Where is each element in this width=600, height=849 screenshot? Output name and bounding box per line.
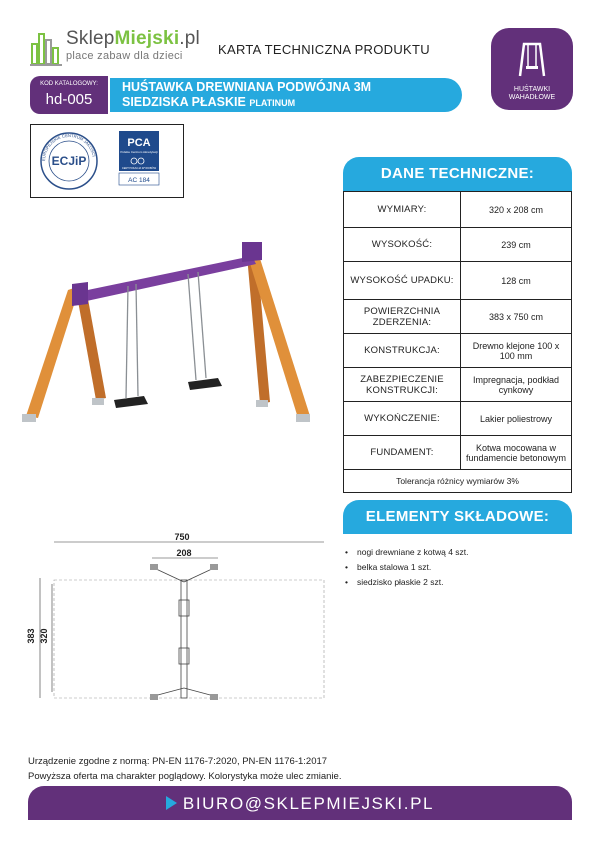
- pca-mark-icon: [119, 131, 159, 185]
- product-name-line1: HUŚTAWKA DREWNIANA PODWÓJNA 3M: [122, 80, 372, 94]
- wood-leg: [26, 286, 80, 418]
- brand-tagline: place zabaw dla dzieci: [66, 50, 183, 62]
- dim-total-width: 750: [174, 532, 190, 542]
- catalog-code: hd-005: [45, 91, 93, 108]
- table-row: [344, 368, 572, 402]
- spec-key: WYSOKOŚĆ UPADKU:: [344, 262, 461, 300]
- pca-cert-text: CERTYFIKACJA WYROBÓW: [121, 167, 157, 170]
- spec-value: Kotwa mocowana w fundamencie betonowym: [461, 436, 572, 470]
- spec-key: WYMIARY:: [344, 192, 461, 228]
- table-row: [344, 402, 572, 436]
- anchor-foot: [296, 414, 310, 422]
- page-title: KARTA TECHNICZNA PRODUKTU: [218, 42, 430, 57]
- frame-plan: [154, 568, 214, 698]
- spec-key: WYKOŃCZENIE:: [344, 402, 461, 436]
- dim-total-depth: 383: [26, 628, 36, 644]
- table-row: [344, 334, 572, 368]
- table-row: [344, 470, 572, 493]
- product-name: [122, 80, 371, 111]
- frame-feet: [150, 564, 218, 700]
- spec-value: Lakier poliestrowy: [461, 402, 572, 436]
- tech-data-table: [343, 191, 572, 493]
- list-item: • siedzisko płaskie 2 szt.: [343, 575, 469, 590]
- ecjip-seal-icon: [41, 133, 97, 189]
- pca-subtitle: Polskie Centrum Akredytacji: [120, 150, 158, 154]
- category-label-2: WAHADŁOWE: [508, 94, 556, 101]
- pca-ac-number: AC 184: [128, 177, 150, 184]
- norm-compliance: Urządzenie zgodne z normą: PN-EN 1176-7:2020, PN-EN 1176-1:2017: [28, 756, 328, 767]
- play-arrow-icon: [166, 796, 177, 810]
- table-row: [344, 228, 572, 262]
- footer-bar: [28, 786, 572, 820]
- anchor-foot: [256, 400, 268, 407]
- dim-frame-width: 208: [176, 548, 192, 558]
- spec-value: Impregnacja, podkład cynkowy: [461, 368, 572, 402]
- spec-value: 383 x 750 cm: [461, 300, 572, 334]
- spec-key: ZABEZPIECZENIE KONSTRUKCJI:: [344, 368, 461, 402]
- steel-beam: [78, 256, 256, 302]
- swing-render: [20, 230, 330, 470]
- spec-key: FUNDAMENT:: [344, 436, 461, 470]
- spec-value: 239 cm: [461, 228, 572, 262]
- spec-key: WYSOKOŚĆ:: [344, 228, 461, 262]
- swing-frame-icon: [512, 40, 552, 80]
- spec-value: 320 x 208 cm: [461, 192, 572, 228]
- brand-name: SklepMiejski.pl: [66, 28, 200, 49]
- beam-joint: [72, 282, 88, 306]
- dim-frame-depth: 320: [39, 628, 49, 644]
- flat-seat: [188, 378, 222, 390]
- contact-email[interactable]: BIURO@SKLEPMIEJSKI.PL: [182, 794, 435, 813]
- catalog-code-box: [30, 76, 108, 114]
- catalog-code-label: KOD KATALOGOWY:: [40, 81, 98, 87]
- elements-list: [343, 545, 469, 590]
- layout-drawing: [22, 528, 332, 718]
- impact-area: [54, 580, 324, 698]
- elements-header: ELEMENTY SKŁADOWE:: [343, 500, 572, 534]
- list-item: • nogi drewniane z kotwą 4 szt.: [343, 545, 469, 560]
- beam-joint: [242, 242, 262, 262]
- sklepmiejski-logo-icon: [30, 28, 66, 68]
- category-badge: [491, 28, 573, 110]
- list-item: • belka stalowa 1 szt.: [343, 560, 469, 575]
- table-row: [344, 300, 572, 334]
- tech-data-header: DANE TECHNICZNE:: [343, 157, 572, 191]
- table-row: [344, 436, 572, 470]
- spec-key: KONSTRUKCJA:: [344, 334, 461, 368]
- spec-value: 128 cm: [461, 262, 572, 300]
- disclaimer: Powyższa oferta ma charakter poglądowy. Kolorystyka może ulec zmianie.: [28, 771, 342, 782]
- spec-value: Drewno klejone 100 x 100 mm: [461, 334, 572, 368]
- table-row: [344, 262, 572, 300]
- tolerance-note: Tolerancja różnicy wymiarów 3%: [344, 470, 572, 493]
- anchor-foot: [22, 414, 36, 422]
- flat-seat: [114, 396, 148, 408]
- product-name-suffix: PLATINUM: [249, 98, 296, 108]
- product-name-line2: SIEDZISKA PŁASKIE: [122, 95, 246, 109]
- certificates-box: [30, 124, 184, 198]
- category-label-1: HUŚTAWKI: [513, 86, 551, 93]
- chains: [126, 272, 206, 398]
- ecjip-text: ECJiP: [51, 154, 87, 168]
- pca-text: PCA: [127, 137, 151, 149]
- spec-key: POWIERZCHNIA ZDERZENIA:: [344, 300, 461, 334]
- anchor-foot: [92, 398, 104, 405]
- table-row: [344, 192, 572, 228]
- ecjip-ring-text: EUROPEJSKIE CENTRUM JAKOŚCI: [40, 132, 97, 162]
